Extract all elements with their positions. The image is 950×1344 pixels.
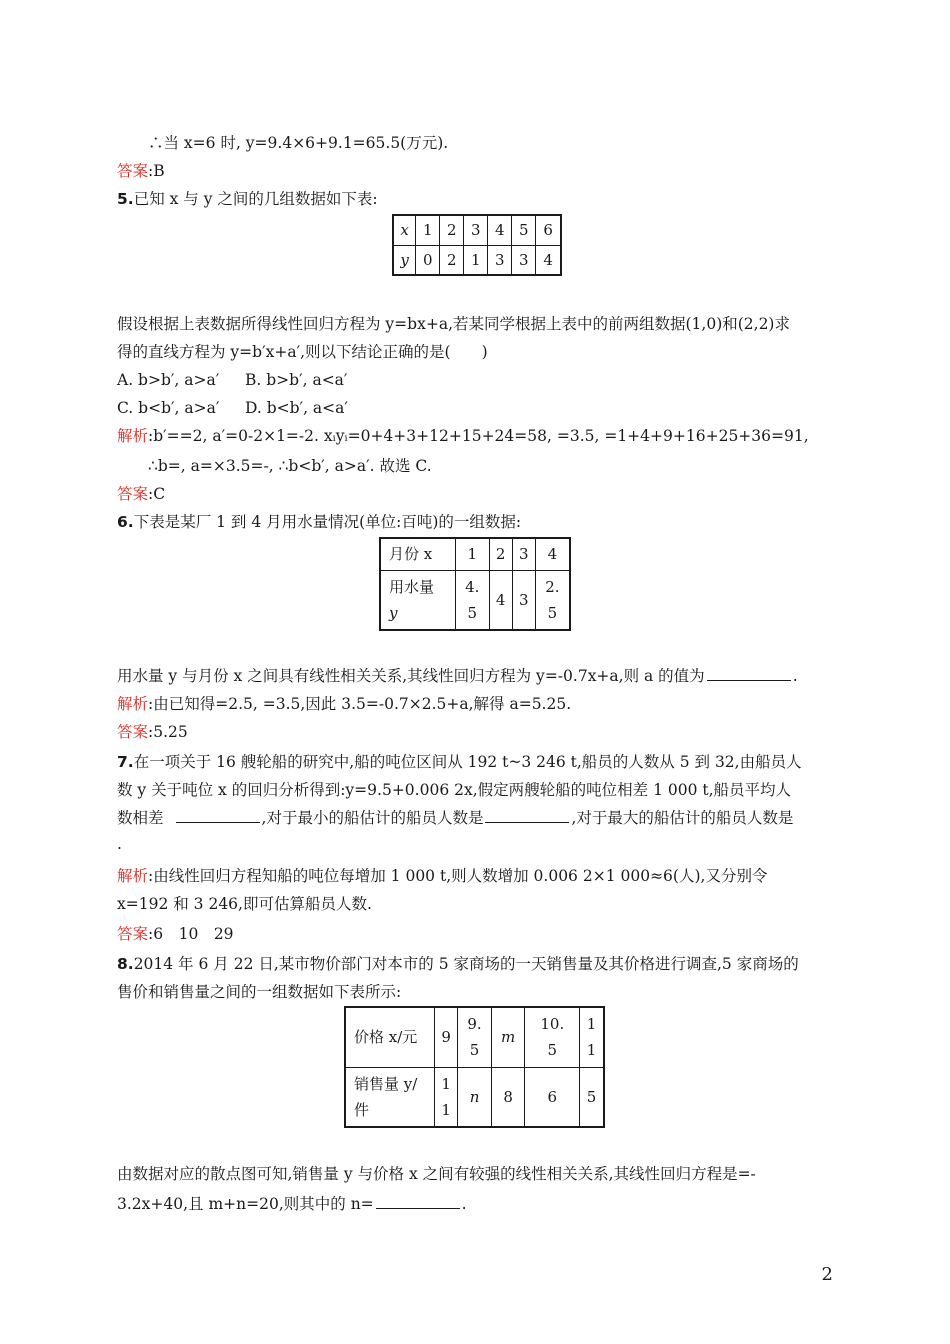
answer-line (117, 924, 234, 944)
question-text-part: 数相差 (117, 809, 164, 827)
solution-line: ∴当 x=6 时, y=9.4×6+9.1=65.5(万元). (148, 134, 449, 152)
option-b: B. b>b′, a<a′ (245, 371, 348, 389)
question-text (117, 666, 798, 686)
answer-blank (376, 1194, 460, 1209)
question-text (117, 808, 793, 828)
answer-blank (176, 808, 260, 823)
question-text-part: ,对于最小的船估计的船员人数是 (261, 809, 484, 827)
table-cell: 1 (456, 538, 490, 570)
table-cell: 3 (488, 245, 512, 275)
question-text: 下表是某厂 1 到 4 月用水量情况(单位:百吨)的一组数据: (133, 513, 522, 531)
row-label: 件 (354, 1100, 370, 1119)
question-number: 8. (117, 955, 134, 973)
page-number: 2 (821, 1264, 833, 1285)
question-text: 2014 年 6 月 22 日,某市物价部门对本市的 5 家商场的一天销售量及其价格进行调查,5 家商场的 (133, 955, 799, 973)
question-number: 6. (117, 513, 134, 531)
answer-value: :5.25 (148, 723, 188, 741)
option-c: C. b<b′, a>a′ (117, 399, 220, 417)
table-cell (345, 1067, 435, 1127)
table-cell: 9. 5 (458, 1007, 492, 1067)
question-6 (117, 512, 521, 532)
table-cell: 4 (536, 245, 561, 275)
data-table-q5 (392, 214, 562, 276)
answer-line (117, 161, 165, 181)
data-table-q6 (379, 537, 571, 631)
row-label: y (389, 603, 398, 622)
table-cell: y (393, 245, 416, 275)
table-cell: 2. 5 (535, 570, 570, 630)
question-text: 得的直线方程为 y=b′x+a′,则以下结论正确的是( ) (117, 343, 488, 361)
table-cell: 2 (440, 245, 464, 275)
answer-value: :6 10 29 (148, 925, 234, 943)
answer-blank (707, 666, 791, 681)
solution-line (117, 694, 571, 714)
answer-value: :B (148, 162, 165, 180)
solution-line: x=192 和 3 246,即可估算船员人数. (117, 895, 372, 913)
solution-text: :由线性回归方程知船的吨位每增加 1 000 t,则人数增加 0.006 2×1 000≈6(人),又分别令 (148, 867, 768, 885)
table-cell: 0 (416, 245, 440, 275)
solution-label: 解析 (117, 867, 149, 885)
option-d: D. b<b′, a<a′ (245, 399, 348, 417)
table-cell: 2 (489, 538, 512, 570)
answer-blank (485, 808, 569, 823)
table-cell: 4 (535, 538, 570, 570)
answer-label: 答案 (117, 485, 149, 503)
question-text-part: 3.2x+40,且 m+n=20,则其中的 n= (117, 1195, 374, 1213)
question-text-part: ,对于最大的船估计的船员人数是 (571, 809, 794, 827)
table-cell: 月份 x (380, 538, 456, 570)
question-text: . (117, 835, 122, 853)
solution-label: 解析 (117, 695, 149, 713)
question-text: 在一项关于 16 艘轮船的研究中,船的吨位区间从 192 t~3 246 t,船员的人数从 5 到 32,由船员人 (133, 753, 802, 771)
answer-label: 答案 (117, 723, 149, 741)
table-cell: 4. 5 (456, 570, 490, 630)
table-cell: 6 (525, 1067, 580, 1127)
solution-text: :b′==2, a′=0-2×1=-2. xᵢyᵢ=0+4+3+12+15+24=58, =3.5, =1+4+9+16+25+36=91, (148, 427, 809, 445)
table-cell: m (491, 1007, 525, 1067)
question-text (117, 1194, 467, 1214)
question-text: 由数据对应的散点图可知,销售量 y 与价格 x 之间有较强的线性相关关系,其线性回归方程是=- (117, 1165, 756, 1183)
solution-line: ∴b=, a=×3.5=-, ∴b<b′, a>a′. 故选 C. (148, 457, 432, 475)
table-cell: 5 (580, 1067, 604, 1127)
table-cell: 8 (491, 1067, 525, 1127)
table-cell: 6 (536, 215, 561, 245)
table-cell: 9 (435, 1007, 458, 1067)
question-text: 售价和销售量之间的一组数据如下表所示: (117, 983, 402, 1001)
table-cell: 3 (512, 538, 535, 570)
answer-line (117, 484, 165, 504)
table-cell: 10. 5 (525, 1007, 580, 1067)
question-text: 数 y 关于吨位 x 的回归分析得到:y=9.5+0.006 2x,假定两艘轮船的吨位相差 1 000 t,船员平均人 (117, 781, 792, 799)
answer-label: 答案 (117, 925, 149, 943)
question-number: 5. (117, 190, 134, 208)
table-cell: 1 (416, 215, 440, 245)
table-cell: 1 1 (435, 1067, 458, 1127)
answer-value: :C (148, 485, 166, 503)
question-text-part: . (792, 667, 798, 685)
table-cell: n (458, 1067, 492, 1127)
question-text: 假设根据上表数据所得线性回归方程为 y=bx+a,若某同学根据上表中的前两组数据(1,0)和(2,2)求 (117, 315, 790, 333)
table-cell: 2 (440, 215, 464, 245)
answer-line (117, 722, 188, 742)
answer-label: 答案 (117, 162, 149, 180)
question-5 (117, 189, 378, 209)
option-a: A. b>b′, a>a′ (117, 371, 220, 389)
table-cell: 1 1 (580, 1007, 604, 1067)
question-number: 7. (117, 753, 134, 771)
table-cell: 价格 x/元 (345, 1007, 435, 1067)
question-8 (117, 954, 799, 974)
table-cell: 1 (464, 245, 488, 275)
question-text-part: 用水量 y 与月份 x 之间具有线性相关关系,其线性回归方程为 y=-0.7x+a,则 a 的值为 (117, 667, 705, 685)
row-label: 用水量 (389, 577, 435, 596)
table-cell (380, 570, 456, 630)
question-text-part: . (461, 1195, 467, 1213)
table-cell: x (393, 215, 416, 245)
table-cell: 4 (489, 570, 512, 630)
row-label: 销售量 y/ (354, 1074, 418, 1093)
table-cell: 3 (512, 570, 535, 630)
solution-line (117, 426, 809, 446)
solution-line (117, 866, 767, 886)
table-cell: 4 (488, 215, 512, 245)
question-7 (117, 752, 802, 772)
table-cell: 5 (512, 215, 536, 245)
solution-label: 解析 (117, 427, 149, 445)
table-cell: 3 (512, 245, 536, 275)
table-cell: 3 (464, 215, 488, 245)
data-table-q8 (344, 1006, 605, 1128)
question-text: 已知 x 与 y 之间的几组数据如下表: (133, 190, 378, 208)
solution-text: :由已知得=2.5, =3.5,因此 3.5=-0.7×2.5+a,解得 a=5.25. (148, 695, 572, 713)
